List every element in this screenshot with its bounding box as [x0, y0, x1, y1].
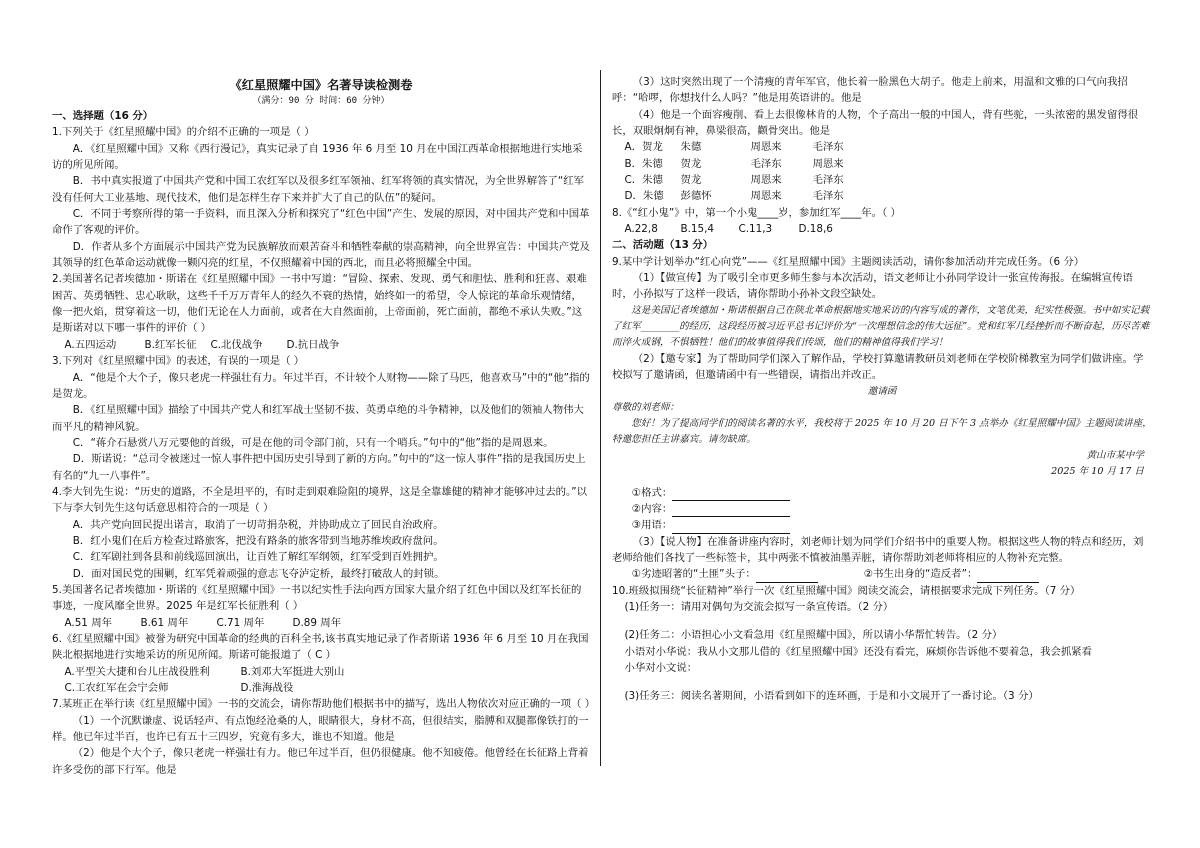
- invitation-title: 邀请函: [867, 385, 897, 397]
- q7-passage-1: （1）一个沉默谦虚、说话轻声、有点饱经沧桑的人，眼睛很大，身材不高，但很结实，脂膊和双腿都像铁打的一样。他已年过半百，也许已有五十三四岁，究竟有多大，谁也不知道。他是: [52, 714, 589, 744]
- q10-stem: 10.班级拟围绕“长征精神”举行一次《红星照耀中国》阅读交流会，请根据要求完成下列任务。（7 分）: [612, 584, 1081, 597]
- q2-option-a: A.五四运动: [64, 338, 117, 351]
- q4-option-d: D．面对国民党的围剿，红军凭着顽强的意志飞夺泸定桥，最终打破敌人的封锁。: [72, 567, 445, 580]
- q8-options: [612, 221, 1152, 237]
- q7-option-a: A．贺龙 朱德 周恩来 毛泽东: [624, 141, 844, 154]
- q3-option-b: B．《红星照耀中国》描绘了中国共产党人和红军战士坚韧不拔、英勇卓绝的斗争精神，以及他们的领袖人物伟大而平凡的精神风貌。: [52, 404, 584, 433]
- answer-content-blank[interactable]: [672, 505, 790, 517]
- q2-options: [52, 337, 590, 353]
- answer-format: ①格式：: [612, 485, 1152, 501]
- q10-task-1: (1)任务一：请用对偶句为交流会拟写一条宣传语。（2 分）: [624, 600, 894, 613]
- q7-option-d: D．朱德 彭德怀 周恩来 毛泽东: [624, 190, 844, 203]
- page-title: 《红星照耀中国》名著导读检测卷: [229, 78, 413, 92]
- q5-option-c: C.71 周年: [216, 616, 265, 629]
- q4-option-c: C．红军剧社到各县和前线巡回演出，让百姓了解红军纲领，红军受到百姓拥护。: [72, 551, 444, 564]
- q4-option-a: A．共产党向回民提出诺言，取消了一切苛捐杂税，并协助成立了回民自治政府。: [72, 518, 444, 531]
- right-column: [612, 74, 1152, 705]
- q9-task-2: （2）【邀专家】为了帮助同学们深入了解作品，学校打算邀请教研员刘老师在学校阶梯教室为同学们做讲座。学校拟写了邀请函，但邀请函中有一些错误，请指出并改正。: [612, 352, 1144, 382]
- q10-task-2-line1: 小语对小华说：我从小文那儿借的《红星照耀中国》还没有看完，麻烦你告诉他不要着急，我会抓紧看: [624, 645, 1093, 658]
- answer-wording: ③用语：: [612, 517, 1152, 533]
- answer-content: ②内容：: [612, 501, 1152, 517]
- q6-stem: 6.《红星照耀中国》被誉为研究中国革命的经典的百科全书,该书真实地记录了作者斯诺 1936 年 6 月至 10 月在我国陕北根据地进行实地采访的所见所闻。斯诺可能报道了（ C ）: [52, 633, 589, 662]
- q6-option-a: A.平型关大捷和台儿庄战役胜利: [64, 665, 210, 678]
- q6-option-b: B.刘邓大军挺进大别山: [240, 665, 345, 678]
- q1-stem: 1.下列关于《红星照耀中国》的介绍不正确的一项是（ ）: [52, 126, 315, 139]
- q6-options-row2: [52, 680, 590, 696]
- q9-task-3-blanks: ①劣迹昭著的“土匪”头子： ②书生出身的“造反者”：: [612, 566, 1152, 582]
- q1-option-a: A．《红星照耀中国》又称《西行漫记》，真实记录了自 1936 年 6 月至 10 月在中国江西革命根据地进行实地采访的所见所闻。: [52, 142, 583, 172]
- q8-option-c: C.11,3: [738, 223, 773, 236]
- q8-option-a: A.22,8: [624, 223, 658, 236]
- q9-task-1: （1）【做宣传】为了吸引全市更多师生参与本次活动，语文老师让小孙同学设计一张宣传海报。在编辑宣传语时，小孙拟写了这样一段话，请你帮助小孙补文段空缺处。: [612, 272, 1133, 301]
- section-activity-heading: 二、活动题（13 分）: [612, 239, 714, 252]
- invitation-date: 2025 年 10 月 17 日: [1051, 466, 1144, 478]
- q3-option-a: A．“他是个大个子，像只老虎一样强壮有力。年过半百，不计较个人财物——除了马匹，他喜欢马”中的“他”指的是贺龙。: [52, 371, 590, 400]
- q7-options: [612, 139, 1152, 204]
- q6-option-d: D.淮海战役: [240, 682, 294, 695]
- q8-option-d: D.18,6: [798, 223, 833, 236]
- q6-options-row1: [52, 664, 590, 680]
- q5-option-b: B.61 周年: [140, 616, 189, 629]
- q2-option-b: B.红军长征: [144, 338, 197, 351]
- q8-stem: 8.《“红小鬼”》中，第一个小鬼____岁，参加红军____年。（ ）: [612, 206, 901, 219]
- q5-option-a: A.51 周年: [64, 616, 113, 629]
- scholar-rebel-blank[interactable]: [977, 571, 1039, 583]
- q9-stem: 9.某中学计划举办“红心向党”——《红星照耀中国》主题阅读活动，请你参加活动并完成任务。（6 分）: [612, 255, 1085, 268]
- q9-task-3: （3）【说人物】在准备讲座内容时，刘老师计划为同学们介绍书中的重要人物。根据这些人物的特点和经历，刘老师给他们各找了一些标签卡，其中两张不慎被油墨弄脏，请你帮助刘老师将相应的人物补充完整。: [612, 535, 1144, 564]
- column-divider: [600, 70, 601, 766]
- bandit-leader-blank[interactable]: [756, 571, 818, 583]
- invitation-body: 您好！为了提高同学们的阅读名著的水平，我校将于 2025 年 10 月 20 日下午 3 点举办《红星照耀中国》主题阅读讲座，特邀您担任主讲嘉宾。请勿缺席。: [612, 417, 1152, 445]
- q10-task-2-line2: 小华对小文说：: [624, 661, 698, 674]
- invitation-greeting: 尊敬的刘老师：: [612, 401, 680, 413]
- q5-option-d: D.89 周年: [292, 616, 342, 629]
- invitation-org: 黄山市某中学: [1086, 449, 1144, 461]
- q9-poster-text: 这是美国记者埃德加・斯诺根据自己在陕北革命根据地实地采访的内容写成的著作，文笔优美，纪实性极强。书中如实记载了红军________的经历，这段经历被习近平总书记评价为“一次理想信念的伟大远征”。党和红军几经挫折而不断奋起，历尽苦难而淬火成钢，不惧牺牲！他们的故事值得我们传颂，他们的精神值得我们学习！: [612, 304, 1150, 348]
- q8-option-b: B.15,4: [680, 223, 715, 236]
- q7-option-c: C．朱德 贺龙 周恩来 毛泽东: [624, 174, 844, 187]
- section-choice-heading: 一、选择题（16 分）: [52, 110, 154, 122]
- q7-passage-4: （4）他是一个面容瘦削、看上去很像林肯的人物，个子高出一般的中国人，背有些驼，一头浓密的黑发留得很长，双眼炯炯有神，鼻梁很高，颧骨突出。他是: [612, 108, 1139, 138]
- q1-option-d: D．作者从多个方面展示中国共产党为民族解放而艰苦奋斗和牺牲奉献的崇高精神，向全世界宣告：中国共产党及其领导的红色革命运动就像一颗闪亮的红星，不仅照耀着中国的西北，而且必将照耀全中国。: [52, 240, 590, 270]
- q5-options: [52, 615, 590, 631]
- q3-option-d: D．斯诺说：“总司令被迷过一惊人事件把中国历史引导到了新的方向。”句中的“这一惊人事件”指的是我国历史上有名的“九一八事件”。: [52, 453, 586, 482]
- q3-stem: 3.下列对《红星照耀中国》的表述，有误的一项是（ ）: [52, 355, 305, 368]
- q2-stem: 2.美国著名记者埃德加・斯诺在《红星照耀中国》一书中写道：“冒险、探索、发现、勇气和胆怯、胜利和狂喜、艰难困苦、英勇牺牲、忠心耿耿，这些千千万万青年人的经久不衰的热情，始终如一的希望，令人惊诧的革命乐观情绪，像一把火焰，贯穿着这一切，他们无论在人力面前，或者在大自然面前，上帝面前，死亡面前，都绝不承认失败。”这是斯诺对以下哪一事件的评价（ ）: [52, 273, 587, 335]
- q2-option-d: D.抗日战争: [286, 338, 340, 351]
- q3-option-c: C．“蒋介石悬赏八万元要他的首级，可是在他的司令部门前，只有一个哨兵。”句中的“他”指的是周恩来。: [72, 436, 554, 449]
- q10-task-2: (2)任务二：小语担心小文看急用《红星照耀中国》，所以请小华帮忙转告。（2 分）: [624, 629, 1003, 642]
- q7-stem: 7.某班正在举行读《红星照耀中国》一书的交流会，请你帮助他们根据书中的描写，选出人物依次对应正确的一项（ ）: [52, 698, 596, 711]
- q7-option-b: B．朱德 贺龙 毛泽东 周恩来: [624, 157, 844, 170]
- answer-format-blank[interactable]: [672, 489, 790, 501]
- answer-wording-blank[interactable]: [672, 522, 790, 534]
- q5-stem: 5.美国著名记者埃德加・斯诺的《红星照耀中国》一书以纪实性手法向西方国家大量介绍了红色中国以及红军长征的事迹，一度风靡全世界。2025 年是红军长征胜利（ ）: [52, 583, 582, 613]
- q7-passage-2: （2）他是个大个子，像只老虎一样强壮有力。他已年过半百，但仍很健康。他不知疲倦。他曾经在长征路上背着许多受伤的部下行军。他是: [52, 747, 589, 776]
- q6-option-c: C.工农红军在会宁会师: [64, 682, 169, 695]
- q4-option-b: B．红小鬼们在后方检查过路旅客，把没有路条的旅客带到当地苏维埃政府盘问。: [72, 534, 444, 547]
- left-column: [52, 74, 596, 778]
- page-subtitle: （满分：90 分 时间：60 分钟）: [252, 96, 390, 106]
- q1-option-c: C．不同于考察所得的第一手资料，而且深入分析和探究了“红色中国”产生、发展的原因，对中国共产党和中国革命作了客观的评价。: [52, 208, 590, 237]
- q1-option-b: B．书中真实报道了中国共产党和中国工农红军以及很多红军领袖、红军将领的真实情况，为全世界解答了“红军没有任何大工业基地、现代技术，他们是怎样生存下来并扩大了自己的队伍”的疑问。: [52, 175, 585, 204]
- q10-task-3: (3)任务三：阅读名著期间，小语看到如下的连环画，于是和小文展开了一番讨论。（3 分）: [624, 690, 1039, 703]
- q7-passage-3: （3）这时突然出现了一个清瘦的青年军官，他长着一脸黑色大胡子。他走上前来，用温和文雅的口气向我招呼：“哈啰，你想找什么人吗？”他是用英语讲的。他是: [612, 76, 1128, 105]
- q4-stem: 4.李大钊先生说：“历史的道路，不全是坦平的，有时走到艰难险阻的境界，这是全靠雄健的精神才能够冲过去的。”以下与李大钊先生这句话意思相符合的一项是（ ）: [52, 485, 588, 515]
- q2-option-c: C.北伐战争: [210, 338, 263, 351]
